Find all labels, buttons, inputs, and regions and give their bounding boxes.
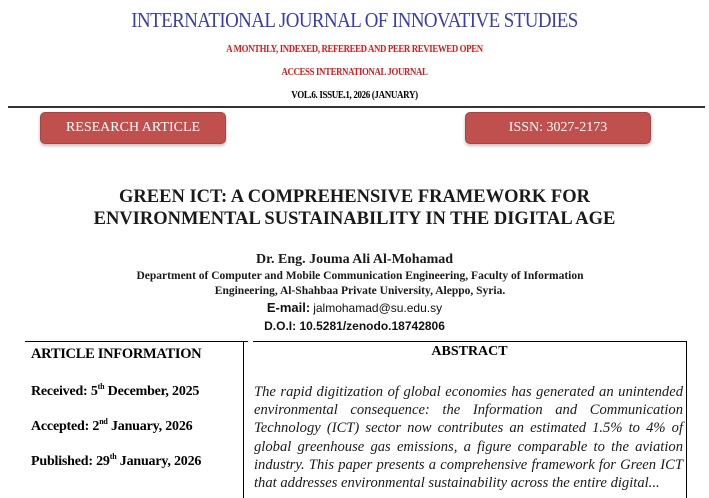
accepted-day: 2 [92, 419, 100, 434]
doi-label: D.O.I: [264, 319, 297, 333]
paper-title-line2: ENVIRONMENTAL SUSTAINABILITY IN THE DIGITAL AGE [93, 209, 616, 229]
doi-link[interactable]: 10.5281/zenodo.18742806 [299, 319, 445, 333]
published-date [31, 452, 201, 470]
doi-line [0, 319, 709, 333]
received-rest: December, 2025 [107, 384, 200, 399]
paper-title-line1: GREEN ICT: A COMPREHENSIVE FRAMEWORK FOR [119, 187, 590, 207]
accepted-date [31, 417, 192, 435]
accepted-label: Accepted: [31, 419, 90, 434]
published-day: 29 [96, 454, 110, 469]
author-name: Dr. Eng. Jouma Ali Al-Mohamad [255, 252, 454, 267]
received-suffix: th [97, 382, 105, 391]
author-affiliation [60, 269, 660, 299]
affiliation-line1: Department of Computer and Mobile Communication Engineering, Faculty of Information [136, 270, 584, 282]
received-day: 5 [90, 384, 98, 399]
journal-subtitle-line2: ACCESS INTERNATIONAL JOURNAL [281, 67, 428, 78]
header-divider [8, 106, 705, 108]
email-line [0, 300, 709, 316]
research-article-badge: RESEARCH ARTICLE [40, 112, 226, 144]
published-label: Published: [31, 454, 93, 469]
accepted-suffix: nd [99, 417, 108, 426]
affiliation-line2: Engineering, Al-Shahbaa Private University, Aleppo, Syria. [214, 285, 506, 297]
abstract-heading: ABSTRACT [431, 344, 508, 359]
column-divider [243, 341, 244, 498]
published-suffix: th [109, 452, 117, 461]
abstract-top-rule [253, 341, 686, 342]
accepted-rest: January, 2026 [111, 419, 193, 434]
issn-badge: ISSN: 3027-2173 [465, 112, 651, 144]
article-info-heading: ARTICLE INFORMATION [31, 346, 202, 362]
email-label: E-mail: [266, 300, 311, 315]
journal-title: INTERNATIONAL JOURNAL OF INNOVATIVE STUDIES [131, 8, 578, 32]
journal-volume: VOL.6. ISSUE.1, 2026 (JANUARY) [291, 90, 418, 101]
paper-title [0, 186, 709, 230]
email-link[interactable]: jalmohamad@su.edu.sy [313, 301, 443, 315]
abstract-right-border [686, 341, 687, 498]
abstract-text: The rapid digitization of global economies has generated an unintended environmental consequence: the Information and Communication Technology (ICT) sector now contributes an estimated 1.5% to 4% of global greenhouse gas emissions, a figure comparable to the aviation industry. This paper presents a comprehensive framework for Green ICT that addresses environmental sustainability across the entire digital... [254, 384, 683, 492]
received-date [31, 382, 199, 400]
article-info-top-rule [25, 341, 248, 342]
received-label: Received: [31, 384, 88, 399]
published-rest: January, 2026 [119, 454, 202, 469]
journal-subtitle-line1: A MONTHLY, INDEXED, REFEREED AND PEER REVIEWED OPEN [226, 44, 483, 55]
